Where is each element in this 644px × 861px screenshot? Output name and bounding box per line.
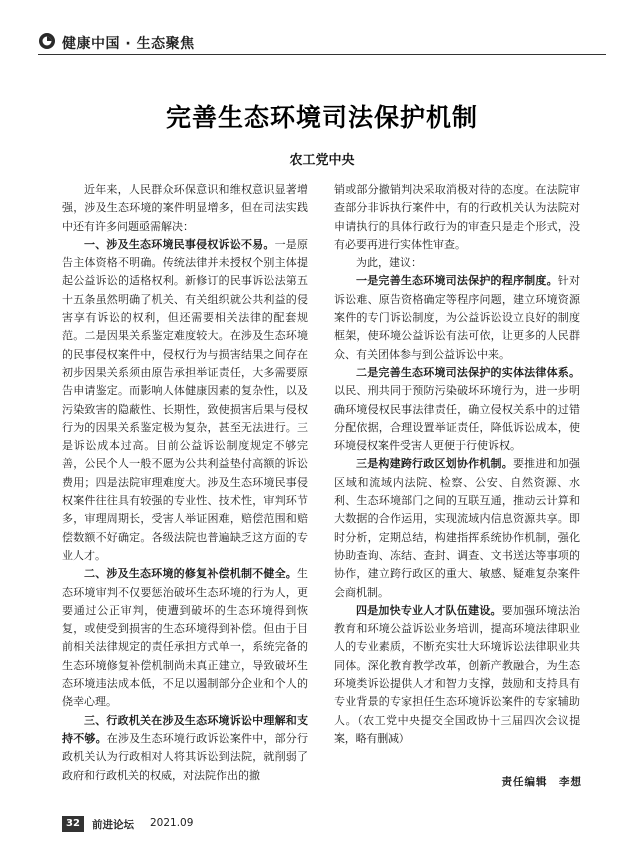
right-column xyxy=(334,181,580,748)
page-header xyxy=(38,30,606,56)
paragraph-text: 要加强环境法治教育和环境公益诉讼业务培训，提高环境法律职业人的专业素质，不断充实壮大环境诉讼法律职业共同体。深化教育教学改革，创新产教融合，为生态环境类诉讼提供人才和智力支撑，鼓励和支持具有专业背景的专家担任生态环境诉讼案件的专家辅助人。 xyxy=(334,603,581,727)
paragraph-text: 销或部分撤销判决采取消极对待的态度。在法院审查部分非诉执行案件中，有的行政机关认为法院对申请执行的具体行政行为的审查只是走个形式，没有必要再进行实体性审查。 xyxy=(334,183,580,251)
paragraph-heading: 四是加快专业人才队伍建设。 xyxy=(356,603,502,617)
paragraph-text: 一是原告主体资格不明确。传统法律并未授权个别主体提起公益诉讼的适格权利。新修订的民事诉讼法第五十五条虽然明确了机关、有关组织就公共利益的侵害享有诉讼的权利，但还需要相关法律的配套规范。二是因果关系鉴定难度较大。在涉及生态环境的民事侵权案件中，侵权行为与损害结果之间存在初步因果关系须由原告承担举证责任，大多需要原告申请鉴定。而影响人体健康因素的复杂性，以及污染致害的隐蔽性、长期性，致使损害后果与侵权行为的因果关系鉴定极为复杂，甚至无法进行。三是诉讼成本过高。目前公益诉讼制度规定不够完善，公民个人一般不愿为公共利益垫付高额的诉讼费用；四是法院审理难度大。涉及生态环境民事侵权案件往往具有较强的专业性、技术性，审判环节多，审理周期长，受害人举证困难，赔偿范围和赔偿数额不好确定。各级法院也普遍缺乏这方面的专业人才。 xyxy=(62,237,308,562)
issue-number: 2021.09 xyxy=(150,817,194,829)
paragraph xyxy=(62,181,308,236)
paragraph xyxy=(62,565,308,711)
paragraph-text: 要推进和加强区域和流域内法院、检察、公安、自然资源、水利、生态环境部门之间的互联互通，推动云计算和大数据的合作运用，实现流域内信息资源共享。即时分析，定期总结，构建指挥系统协作机制，强化协助查询、冻结、查封、调查、文书送达等事项的协作，建立跨行政区的重大、敏感、疑难复杂案件会商机制。 xyxy=(334,457,581,599)
paragraph xyxy=(334,602,580,748)
paragraph-text: 近年来，人民群众环保意识和维权意识显著增强，涉及生态环境的案件明显增多，但在司法实践中还有许多问题亟需解决： xyxy=(62,183,308,233)
journal-name: 前进论坛 xyxy=(92,819,134,831)
left-column xyxy=(62,181,308,785)
paragraph-heading: 三、行政机关在涉及生态环境诉讼中理解和支持不够。 xyxy=(62,713,308,745)
paragraph xyxy=(334,364,580,455)
paragraph-heading: 一、涉及生态环境民事侵权诉讼不易。 xyxy=(84,237,275,251)
section-label: 健康中国 · 生态聚焦 xyxy=(62,36,195,52)
article-title: 完善生态环境司法保护机制 xyxy=(165,103,478,132)
journal-logo-icon xyxy=(38,32,56,50)
paragraph xyxy=(334,272,580,363)
paragraph xyxy=(62,236,308,565)
header-divider xyxy=(38,54,606,55)
page-footer xyxy=(62,816,262,832)
paragraph-text: 生态环境审判不仅要惩治破坏生态环境的行为人，更要通过公正审判，使遭到破坏的生态环境得到恢复，或使受到损害的生态环境得到补偿。但由于目前相关法律规定的责任承担方式单一，系统完备的生态环境修复补偿机制尚未真正建立，导致破坏生态环境违法成本低，不足以遏制部分企业和个人的侥幸心理。 xyxy=(62,567,308,709)
paragraph-text: 针对诉讼难、原告资格确定等程序问题，建立环境资源案件的专门诉讼制度，为公益诉讼设立良好的制度框架，使环境公益诉讼有法可依，让更多的人民群众、有关团体参与到公益诉讼中来。 xyxy=(334,274,581,361)
source-note: （农工党中央提交全国政协十三届四次会议提案，略有删减） xyxy=(334,713,581,745)
article-author: 农工党中央 xyxy=(289,153,355,168)
editor-credit: 责任编辑 李想 xyxy=(501,776,582,788)
paragraph-heading: 一是完善生态环境司法保护的程序制度。 xyxy=(356,274,558,288)
paragraph xyxy=(334,181,580,254)
paragraph xyxy=(334,254,580,272)
paragraph-text: 为此，建议： xyxy=(356,256,422,270)
paragraph-heading: 三是构建跨行政区划协作机制。 xyxy=(356,457,513,471)
paragraph xyxy=(334,455,580,601)
paragraph xyxy=(62,712,308,785)
paragraph-text: 在涉及生态环境行政诉讼案件中，部分行政机关认为行政相对人将其诉讼到法院，就削弱了政府和行政机关的权威，对法院作出的撤 xyxy=(62,731,309,782)
paragraph-heading: 二、涉及生态环境的修复补偿机制不健全。 xyxy=(84,567,297,581)
paragraph-text: 以民、刑共同于预防污染破坏环境行为，进一步明确环境侵权民事法律责任，确立侵权关系中的过错分配依据，合理设置举证责任，降低诉讼成本，使环境侵权案件受害人更便于行使诉权。 xyxy=(334,384,580,453)
paragraph-heading: 二是完善生态环境司法保护的实体法律体系。 xyxy=(356,365,580,379)
page-number: 32 xyxy=(62,816,84,832)
